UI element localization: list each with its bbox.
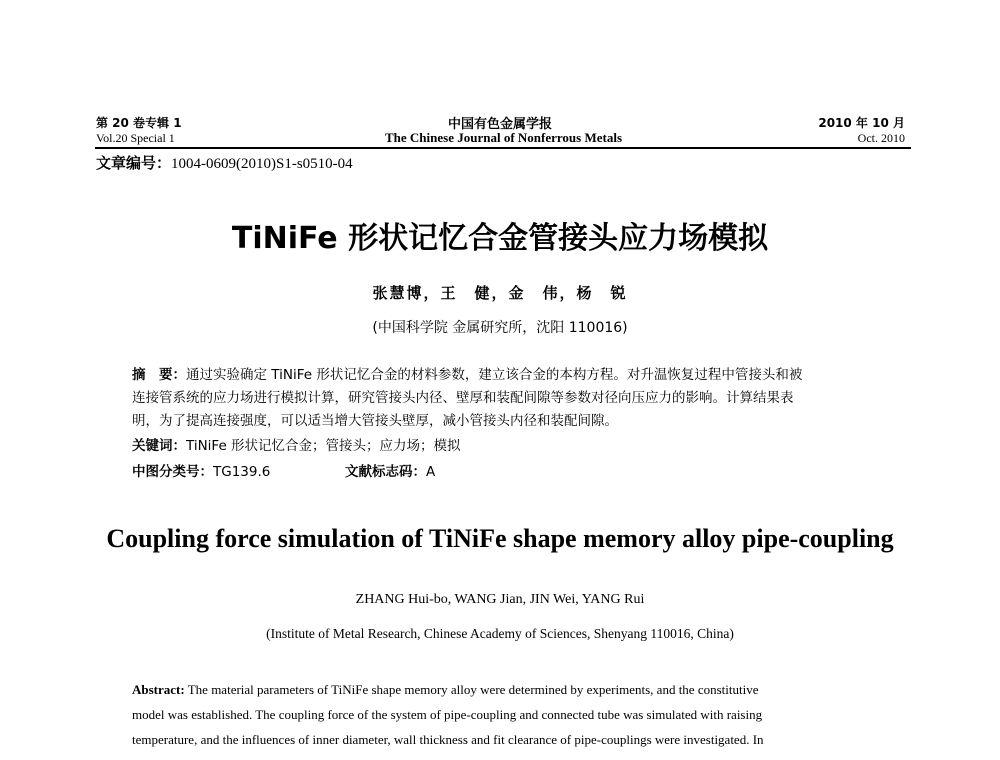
chinese-abstract-label: 摘 要： xyxy=(132,367,186,383)
volume-en: Vol.20 Special 1 xyxy=(96,131,175,145)
english-abstract-label: Abstract: xyxy=(132,682,185,697)
chinese-doc-code-value: A xyxy=(426,464,436,480)
journal-name-en: The Chinese Journal of Nonferrous Metals xyxy=(385,130,623,145)
english-authors: ZHANG Hui-bo, WANG Jian, JIN Wei, YANG Rui xyxy=(355,592,645,607)
chinese-abstract-line-2: 连接管系统的应力场进行模拟计算，研究管接头内径、壁厚和装配间隙等参数对径向压应力的影响。计算结果表 xyxy=(132,390,794,406)
chinese-keywords xyxy=(132,435,461,458)
english-abstract-line-2: model was established. The coupling force of the system of pipe-coupling and connected tube was simulated with raising xyxy=(132,707,763,722)
volume-cn: 第 20 卷专辑 1 xyxy=(96,116,182,130)
issue-date-cn: 2010 年 10 月 xyxy=(818,116,905,130)
article-id-value: 1004-0609(2010)S1-s0510-04 xyxy=(171,156,353,172)
chinese-keywords-value: TiNiFe 形状记忆合金；管接头；应力场；模拟 xyxy=(186,438,461,454)
journal-name-cn: 中国有色金属学报 xyxy=(448,117,553,132)
english-abstract-text-1: The material parameters of TiNiFe shape memory alloy were determined by experiments, and the constitutive xyxy=(187,682,759,697)
chinese-authors: 张慧博，王 健，金 伟，杨 锐 xyxy=(372,284,628,302)
chinese-clc-value: TG139.6 xyxy=(213,464,271,480)
english-abstract-line-1 xyxy=(132,677,758,702)
chinese-keywords-label: 关键词： xyxy=(132,438,186,454)
issue-date-en: Oct. 2010 xyxy=(857,131,905,145)
chinese-title: TiNiFe 形状记忆合金管接头应力场模拟 xyxy=(231,221,769,256)
chinese-doc-code-label: 文献标志码： xyxy=(345,464,426,480)
chinese-abstract-text-1: 通过实验确定 TiNiFe 形状记忆合金的材料参数，建立该合金的本构方程。对升温恢复过程中管接头和被 xyxy=(186,367,803,383)
chinese-clc xyxy=(132,461,270,484)
article-id-label: 文章编号： xyxy=(96,154,172,172)
chinese-abstract-line-1 xyxy=(132,364,802,387)
english-abstract-line-3: temperature, and the influences of inner diameter, wall thickness and fit clearance of pipe-couplings were investigated. In xyxy=(132,732,764,747)
english-affiliation: (Institute of Metal Research, Chinese Academy of Sciences, Shenyang 110016, China) xyxy=(266,626,734,641)
chinese-doc-code xyxy=(345,461,435,484)
chinese-clc-label: 中图分类号： xyxy=(132,464,213,480)
header-rule xyxy=(95,147,911,149)
article-id xyxy=(96,152,353,173)
english-title: Coupling force simulation of TiNiFe shape memory alloy pipe-coupling xyxy=(106,524,894,553)
chinese-affiliation: (中国科学院 金属研究所，沈阳 110016) xyxy=(372,320,628,336)
chinese-abstract-line-3: 明，为了提高连接强度，可以适当增大管接头壁厚，减小管接头内径和装配间隙。 xyxy=(132,413,618,429)
